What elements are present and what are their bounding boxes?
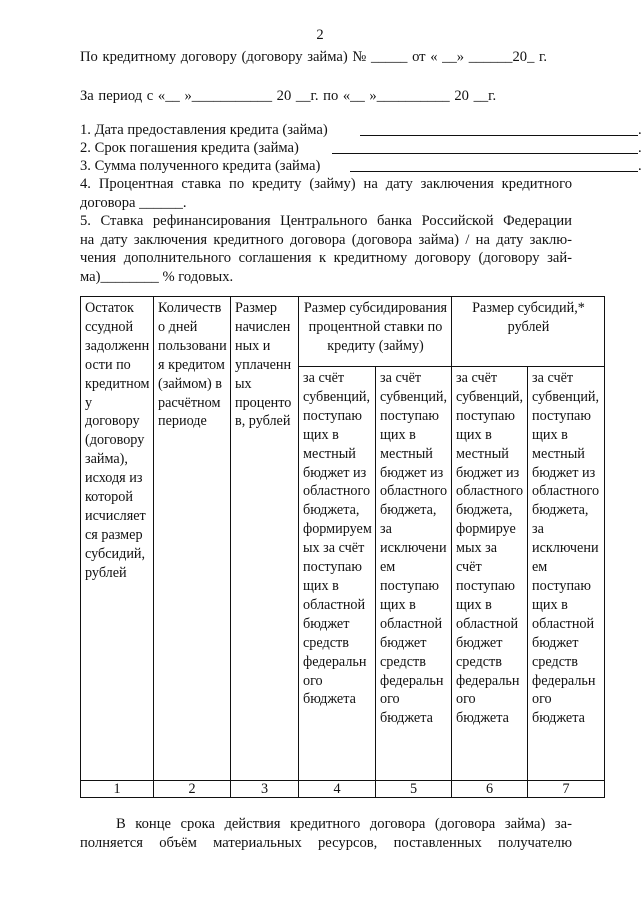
item5-paragraph: [80, 212, 572, 286]
field-date-label: 1. Дата предоставления кредита (займа): [80, 122, 328, 138]
col-number: 1: [81, 781, 154, 798]
col-number: 4: [299, 781, 376, 798]
col2-header: Количество дней пользования кредитом (займом) в расчётном периоде: [154, 297, 231, 781]
page-number: 2: [316, 27, 324, 43]
field-term-end: .: [638, 140, 642, 156]
col-number: 5: [376, 781, 452, 798]
footer-line1: В конце срока действия кредитного договора (договора займа) за-: [116, 816, 572, 832]
footer-paragraph: [80, 815, 572, 852]
sub4-header: за счёт субвенций, поступающих в местный бюджет из областного бюджета, формируемых за счёт поступающих в областной бюджет средств федерального бюджета: [299, 367, 376, 781]
item5-line3: чения дополнительного соглашения к кредитному договору (договору зай-: [80, 250, 572, 267]
col-number: 3: [231, 781, 299, 798]
sub5-header: за счёт субвенций, поступающих в местный бюджет из областного бюджета, за исключением поступающих в областной бюджет средств федерального бюджета: [376, 367, 452, 781]
col-number: 6: [452, 781, 528, 798]
field-date-line[interactable]: [360, 121, 638, 136]
col-number: 2: [154, 781, 231, 798]
item4-line2: договора ______.: [80, 194, 187, 211]
contract-line: По кредитному договору (договору займа) № _____ от « __» ______20_ г.: [80, 49, 547, 65]
period-line: За период с «__ »___________ 20 __г. по «__ »__________ 20 __г.: [80, 88, 497, 104]
field-date-end: .: [638, 122, 642, 138]
item5-line1: 5. Ставка рефинансирования Центрального банка Российской Федерации: [80, 213, 572, 229]
col-number: 7: [528, 781, 605, 798]
sub6-header: за счёт субвенций, поступающих в местный бюджет из областного бюджета, формируемых за счёт поступающих в областной бюджет средств федерального бюджета: [452, 367, 528, 781]
item4-paragraph: [80, 175, 572, 212]
field-amount: [80, 157, 642, 175]
field-term: [80, 139, 642, 157]
group1-header: Размер субсидирования процентной ставки по кредиту (займу): [299, 297, 452, 367]
footer-line2: полняется объём материальных ресурсов, поставленных получателю: [80, 834, 572, 851]
group2-header: Размер субсидий,* рублей: [452, 297, 605, 367]
field-term-label: 2. Срок погашения кредита (займа): [80, 140, 299, 156]
field-date: [80, 121, 642, 139]
col3-header: Размер начисленных и уплаченных процентов, рублей: [231, 297, 299, 781]
field-amount-end: .: [638, 158, 642, 174]
field-amount-label: 3. Сумма полученного кредита (займа): [80, 158, 321, 174]
field-term-line[interactable]: [332, 139, 638, 154]
subsidy-table: [80, 296, 605, 798]
item4-line1: 4. Процентная ставка по кредиту (займу) на дату заключения кредитного: [80, 176, 572, 192]
field-amount-line[interactable]: [350, 157, 638, 172]
col1-header: Остаток ссудной задолженности по кредитному договору (договору займа), исходя из которой исчисляется размер субсидий, рублей: [81, 297, 154, 781]
item5-line4: ма)________ % годовых.: [80, 268, 234, 285]
item5-line2: на дату заключения кредитного договора (договора займа) / на дату заклю-: [80, 231, 572, 248]
sub7-header: за счёт субвенций, поступающих в местный бюджет из областного бюджета, за исключением поступающих в областной бюджет средств федерального бюджета: [528, 367, 605, 781]
